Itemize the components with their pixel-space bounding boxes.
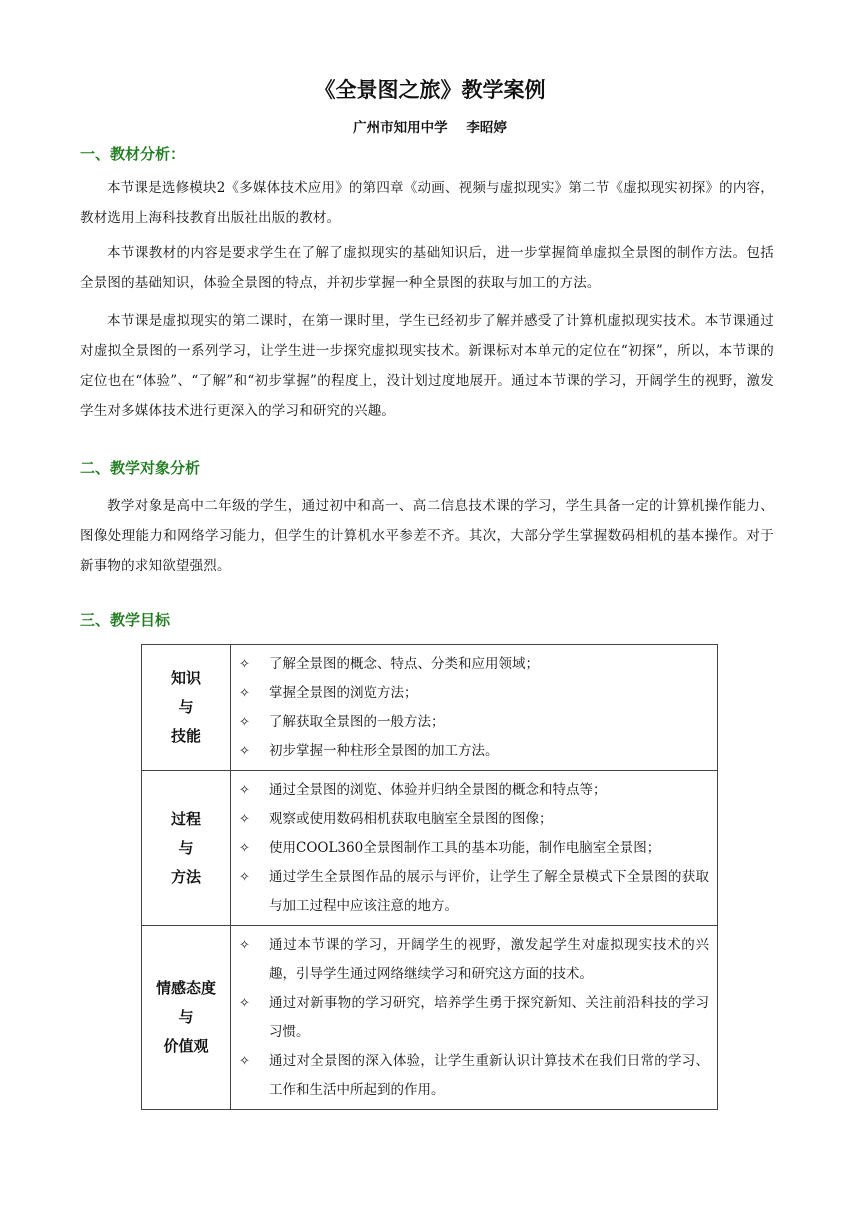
goal-item: ✧ 初步掌握一种柱形全景图的加工方法。 [239,737,709,766]
paragraph: 本节课教材的内容是要求学生在了解了虚拟现实的基础知识后，进一步掌握简单虚拟全景图的制作方法。包括全景图的基础知识，体验全景图的特点，并初步掌握一种全景图的获取与加工的方法。 [80,245,774,291]
goal-item: ✧ 通过对新事物的学习研究，培养学生勇于探究新知、关注前沿科技的学习习惯。 [239,989,709,1047]
diamond-bullet-icon: ✧ [239,812,250,827]
goal-item: ✧ 通过学生全景图作品的展示与评价，让学生了解全景模式下全景图的获取与加工过程中应该注意的地方。 [239,863,709,921]
author-line: 广州市知用中学 李昭婷 [353,120,507,136]
goals-row-knowledge [142,645,718,771]
goal-item: ✧ 通过本节课的学习，开阔学生的视野，激发起学生对虚拟现实技术的兴趣，引导学生通过网络继续学习和研究这方面的技术。 [239,931,709,989]
diamond-bullet-icon: ✧ [239,657,250,672]
paragraph: 教学对象是高中二年级的学生，通过初中和高一、高二信息技术课的学习，学生具备一定的计算机操作能力、图像处理能力和网络学习能力，但学生的计算机水平参差不齐。其次，大部分学生掌握数码相机的基本操作。对于新事物的求知欲望强烈。 [80,498,774,574]
category-line: 价值观 [163,1037,209,1055]
goal-item: ✧ 观察或使用数码相机获取电脑室全景图的图像； [239,805,709,834]
goal-item: ✧ 掌握全景图的浏览方法； [239,679,709,708]
diamond-bullet-icon: ✧ [239,715,250,730]
category-line: 知识 [170,669,201,687]
section-heading-students: 二、教学对象分析 [80,459,201,477]
category-line: 与 [178,838,194,857]
goal-item: ✧ 了解获取全景图的一般方法； [239,708,709,737]
goals-row-process [142,771,718,926]
goal-item: ✧ 使用COOL360全景图制作工具的基本功能，制作电脑室全景图； [239,834,709,863]
section-heading-materials: 一、教材分析： [80,145,186,163]
category-line: 技能 [170,727,201,745]
category-line: 情感态度 [155,979,216,997]
goals-row-attitude [142,926,718,1110]
goals-items-cell [231,771,718,926]
diamond-bullet-icon: ✧ [239,686,250,701]
diamond-bullet-icon: ✧ [239,841,250,856]
diamond-bullet-icon: ✧ [239,744,250,759]
goals-category-cell [142,771,231,926]
goals-category-cell [142,645,231,771]
document-title: 《全景图之旅》教学案例 [314,78,546,102]
diamond-bullet-icon: ✧ [239,783,250,798]
diamond-bullet-icon: ✧ [239,870,250,885]
category-line: 过程 [170,809,201,828]
category-line: 与 [178,698,194,716]
goals-table [141,644,718,1110]
category-line: 方法 [170,867,201,886]
goals-category-cell [142,926,231,1110]
diamond-bullet-icon: ✧ [239,996,250,1011]
goals-items-cell [231,645,718,771]
goals-items-cell [231,926,718,1110]
diamond-bullet-icon: ✧ [239,1054,250,1069]
diamond-bullet-icon: ✧ [239,938,250,953]
category-line: 与 [178,1008,194,1026]
paragraph: 本节课是选修模块2《多媒体技术应用》的第四章《动画、视频与虚拟现实》第二节《虚拟现实初探》的内容，教材选用上海科技教育出版社出版的教材。 [80,180,774,226]
section-heading-goals: 三、教学目标 [80,611,171,629]
goal-item: ✧ 通过全景图的浏览、体验并归纳全景图的概念和特点等； [239,776,709,805]
paragraph: 本节课是虚拟现实的第二课时，在第一课时里，学生已经初步了解并感受了计算机虚拟现实技术。本节课通过对虚拟全景图的一系列学习，让学生进一步探究虚拟现实技术。新课标对本单元的定位在“初探”，所以，本节课的定位也在“体验”、“了解”和“初步掌握”的程度上，没计划过度地展开。通过本节课的学习，开阔学生的视野，激发学生对多媒体技术进行更深入的学习和研究的兴趣。 [80,313,774,419]
goal-item: ✧ 了解全景图的概念、特点、分类和应用领域； [239,650,709,679]
goal-item: ✧ 通过对全景图的深入体验，让学生重新认识计算技术在我们日常的学习、工作和生活中所起到的作用。 [239,1047,709,1105]
